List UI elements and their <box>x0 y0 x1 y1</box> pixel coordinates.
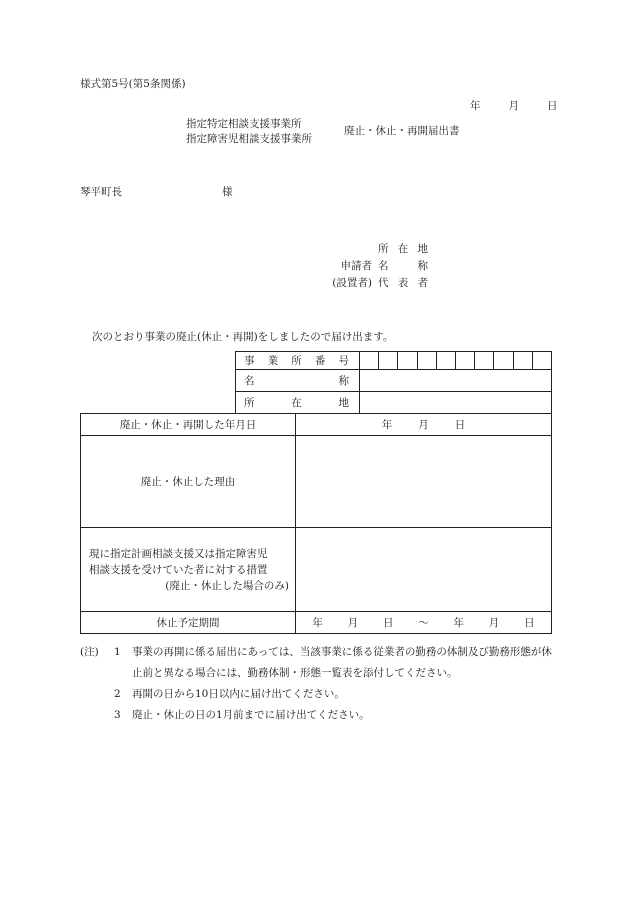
measure-label: 現に指定計画相談支援又は指定障害児 相談支援を受けていた者に対する措置 (廃止・休止した場合のみ) <box>81 528 296 612</box>
establisher-label: (設置者) <box>332 277 372 290</box>
title-line-1: 指定特定相談支援事業所 <box>186 118 302 130</box>
applicant-address-label: 所 在 地 <box>378 243 428 256</box>
date-year: 年 <box>470 100 481 112</box>
applicant-block <box>320 241 428 292</box>
date-label: 廃止・休止・再開した年月日 <box>81 414 296 436</box>
header-date <box>470 100 558 113</box>
note-1: 事業の再開に係る届出にあっては、当該事業に係る従業者の勤務の体制及び勤務形態が休止前と異なる場合には、勤務体制・形態一覧表を添付してください。 <box>132 646 552 679</box>
period-label: 休止予定期間 <box>81 612 296 634</box>
notes-head: (注) <box>80 646 99 658</box>
document-title: 廃止・休止・再開届出書 <box>344 125 460 137</box>
addressee: 琴平町長 <box>80 186 122 198</box>
applicant-name-label: 名 称 <box>378 260 428 273</box>
period-value[interactable]: 年 月 日 〜 年 月 日 <box>296 612 552 634</box>
date-value[interactable]: 年 月 日 <box>296 414 552 436</box>
date-day: 日 <box>547 100 558 112</box>
title-line-2: 指定障害児相談支援事業所 <box>186 133 312 145</box>
office-name-input[interactable] <box>360 370 552 392</box>
honorific: 様 <box>222 186 233 198</box>
office-address-input[interactable] <box>360 392 552 414</box>
reason-label: 廃止・休止した理由 <box>81 436 296 528</box>
applicant-representative-label: 代 表 者 <box>378 277 428 290</box>
form-number: 様式第5号(第5条関係) <box>80 78 186 90</box>
note-2: 再開の日から10日以内に届け出てください。 <box>132 688 345 700</box>
note-3: 廃止・休止の日の1月前までに届け出てください。 <box>132 709 370 721</box>
office-number-label: 事 業 所 番 号 <box>236 352 360 370</box>
office-address-label: 所 在 地 <box>236 392 360 414</box>
date-month: 月 <box>508 100 519 112</box>
reason-input[interactable] <box>296 436 552 528</box>
notification-table <box>80 351 552 634</box>
measure-input[interactable] <box>296 528 552 612</box>
applicant-label: 申請者 <box>340 260 372 273</box>
office-number-input[interactable] <box>360 352 552 370</box>
notes: (注) 1 事業の再開に係る届出にあっては、当該事業に係る従業者の勤務の体制及び勤務形態が休止前と異なる場合には、勤務体制・形態一覧表を添付してください。 2 再開の日から10日以内に届け出てください。 3 廃止・休止の日の1月前までに届け出てください。 <box>80 642 562 726</box>
lead-text: 次のとおり事業の廃止(休止・再開)をしましたので届け出ます。 <box>92 331 394 343</box>
office-name-label: 名 称 <box>236 370 360 392</box>
title-left <box>186 117 312 147</box>
